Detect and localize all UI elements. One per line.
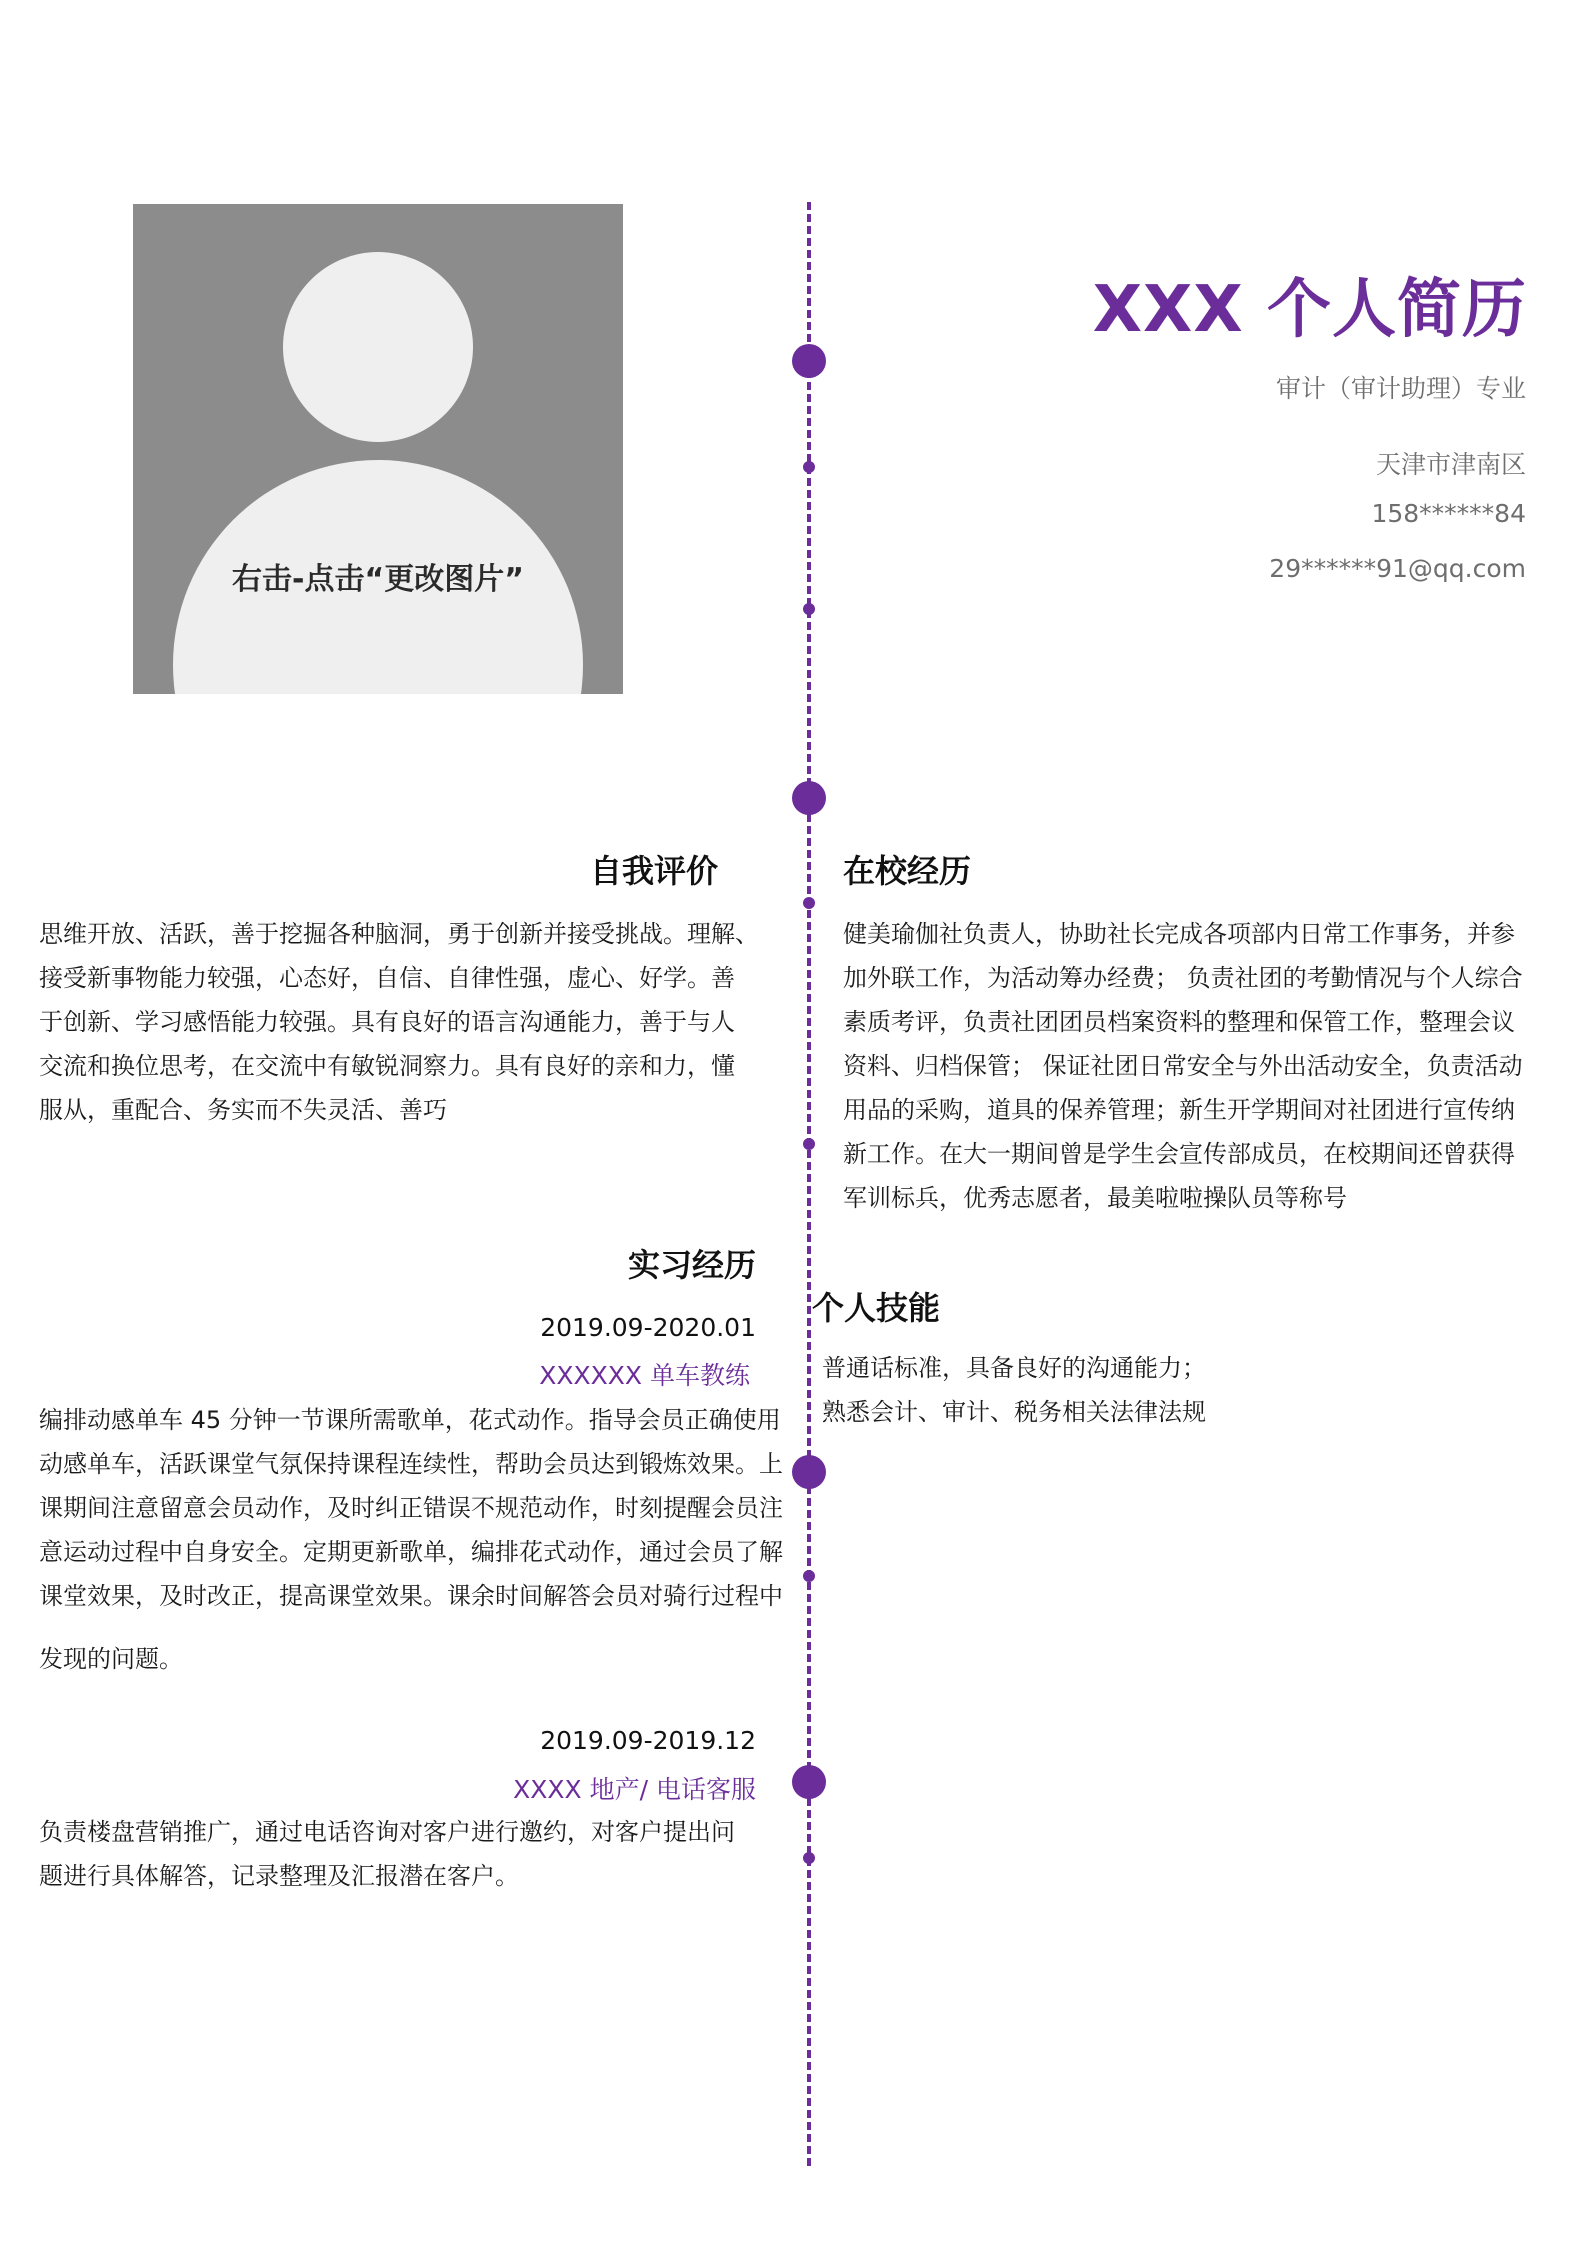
job2-line: 负责楼盘营销推广，通过电话咨询对客户进行邀约，对客户提出问 xyxy=(39,1818,735,1846)
campus-line: 加外联工作，为活动筹办经费； 负责社团的考勤情况与个人综合 xyxy=(843,964,1523,992)
campus-line: 素质考评，负责社团团员档案资料的整理和保管工作，整理会议 xyxy=(843,1008,1515,1036)
job1-line: 编排动感单车 45 分钟一节课所需歌单，花式动作。指导会员正确使用 xyxy=(39,1406,781,1434)
self-eval-line: 服从，重配合、务实而不失灵活、善巧 xyxy=(39,1096,447,1124)
skills-text xyxy=(822,1346,1522,1434)
timeline-dot-small xyxy=(803,897,815,909)
resume-title: XXX 个人简历 xyxy=(1092,273,1527,347)
job1-description xyxy=(39,1398,799,1618)
campus-line: 健美瑜伽社负责人，协助社长完成各项部内日常工作事务，并参 xyxy=(843,920,1515,948)
campus-line: 用品的采购，道具的保养管理；新生开学期间对社团进行宣传纳 xyxy=(843,1096,1515,1124)
skills-heading: 个人技能 xyxy=(812,1289,941,1327)
self-eval-line: 于创新、学习感悟能力较强。具有良好的语言沟通能力，善于与人 xyxy=(39,1008,735,1036)
job2-line: 题进行具体解答，记录整理及汇报潜在客户。 xyxy=(39,1862,519,1890)
job2-role: XXXX 地产/ 电话客服 xyxy=(513,1775,756,1804)
email-text: 29******91@qq.com xyxy=(1269,554,1526,583)
phone-text: 158******84 xyxy=(1371,499,1526,528)
photo-caption: 右击-点击“更改图片” xyxy=(232,562,524,597)
profile-photo-placeholder[interactable] xyxy=(133,204,623,694)
job1-date: 2019.09-2020.01 xyxy=(540,1313,756,1342)
self-eval-line: 交流和换位思考，在交流中有敏锐洞察力。具有良好的亲和力，懂 xyxy=(39,1052,735,1080)
timeline-dot xyxy=(792,344,826,378)
self-eval-line: 思维开放、活跃，善于挖掘各种脑洞，勇于创新并接受挑战。理解、 xyxy=(39,920,759,948)
job2-date: 2019.09-2019.12 xyxy=(540,1726,756,1755)
campus-text xyxy=(843,912,1543,1220)
campus-line: 新工作。在大一期间曾是学生会宣传部成员，在校期间还曾获得 xyxy=(843,1140,1515,1168)
timeline-dashed-line xyxy=(807,202,811,2166)
timeline-dot-small xyxy=(803,461,815,473)
campus-line: 军训标兵，优秀志愿者，最美啦啦操队员等称号 xyxy=(843,1184,1347,1212)
job1-role: XXXXXX 单车教练 xyxy=(539,1361,750,1390)
timeline-dot xyxy=(792,1765,826,1799)
job1-line: 课期间注意留意会员动作，及时纠正错误不规范动作，时刻提醒会员注 xyxy=(39,1494,783,1522)
timeline-dot xyxy=(792,781,826,815)
job1-line: 课堂效果，及时改正，提高课堂效果。课余时间解答会员对骑行过程中 xyxy=(39,1582,783,1610)
location-text: 天津市津南区 xyxy=(1375,450,1526,479)
timeline-dot-small xyxy=(803,1570,815,1582)
internship-heading: 实习经历 xyxy=(627,1246,756,1284)
job1-line: 动感单车，活跃课堂气氛保持课程连续性，帮助会员达到锻炼效果。上 xyxy=(39,1450,783,1478)
job2-description xyxy=(39,1810,799,1898)
job1-line: 意运动过程中自身安全。定期更新歌单，编排花式动作，通过会员了解 xyxy=(39,1538,783,1566)
job1-last-line: 发现的问题。 xyxy=(39,1645,183,1673)
self-eval-line: 接受新事物能力较强，心态好，自信、自律性强，虚心、好学。善 xyxy=(39,964,735,992)
skills-line: 熟悉会计、审计、税务相关法律法规 xyxy=(822,1398,1206,1426)
avatar-head-shape xyxy=(283,252,473,442)
skills-line: 普通话标准，具备良好的沟通能力； xyxy=(822,1354,1206,1382)
campus-heading: 在校经历 xyxy=(843,852,972,890)
timeline-dot-small xyxy=(803,1138,815,1150)
campus-line: 资料、归档保管； 保证社团日常安全与外出活动安全，负责活动 xyxy=(843,1052,1523,1080)
self-eval-text xyxy=(39,912,799,1132)
self-eval-heading: 自我评价 xyxy=(589,852,718,890)
timeline-dot-small xyxy=(803,603,815,615)
timeline-dot-small xyxy=(803,1852,815,1864)
major-text: 审计（审计助理）专业 xyxy=(1275,374,1526,403)
